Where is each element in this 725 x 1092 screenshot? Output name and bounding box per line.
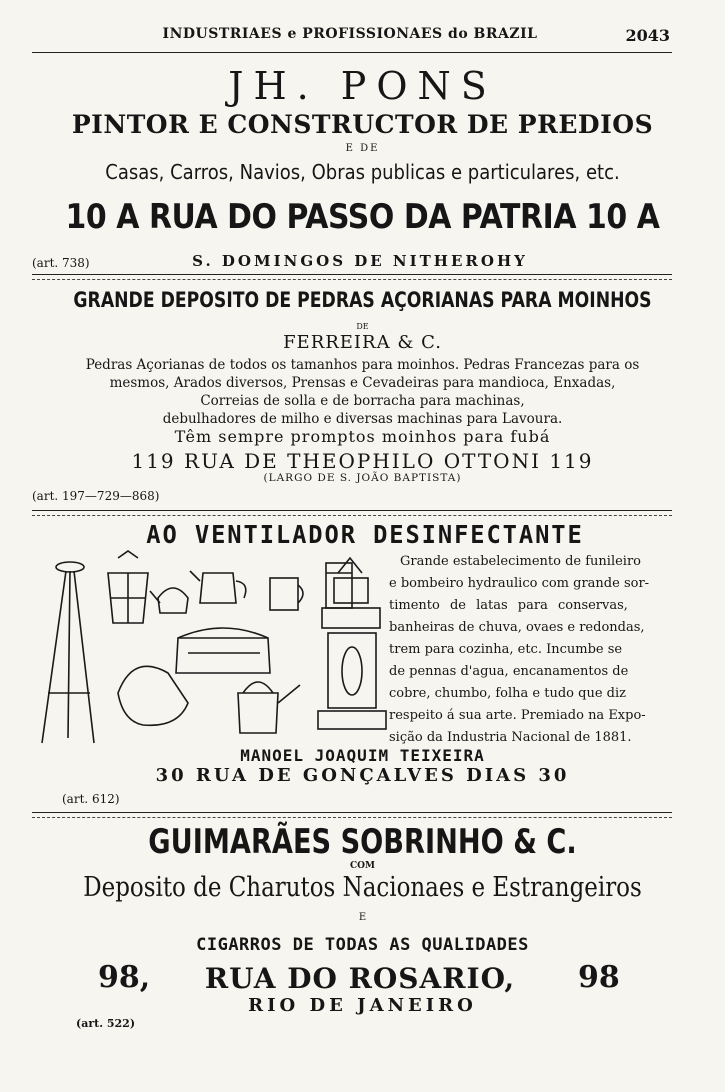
- ventilador-line: Grande estabelecimento de funileiro: [400, 554, 642, 569]
- ventilador-proprietor: MANOEL JOAQUIM TEIXEIRA: [240, 746, 485, 765]
- guimaraes-art-ref: (art. 522): [76, 1017, 136, 1030]
- ventilador-line: respeito á sua arte. Premiado na Expo-: [389, 708, 646, 723]
- pons-name: JH. PONS: [228, 64, 497, 108]
- guimaraes-cigars: CIGARROS DE TODAS AS QUALIDADES: [196, 935, 529, 955]
- section-divider: [32, 274, 672, 280]
- guimaraes-connector: COM: [350, 861, 375, 871]
- guimaraes-deposit: Deposito de Charutos Nacionaes e Estrangeiros: [83, 872, 642, 903]
- guimaraes-connector-2: E: [358, 912, 367, 923]
- guimaraes-firm: GUIMARÃES SOBRINHO & C.: [148, 822, 577, 862]
- jug-icon: [326, 563, 352, 608]
- ferreira-connector: DE: [356, 322, 369, 331]
- pons-services: Casas, Carros, Navios, Obras publicas e particulares, etc.: [105, 160, 620, 184]
- mug-icon: [270, 578, 303, 610]
- tinware-illustration: [38, 553, 378, 753]
- ventilador-line: banheiras de chuva, ovaes e redondas,: [389, 620, 645, 635]
- ferreira-line: debulhadores de milho e diversas machinas para Lavoura.: [162, 411, 563, 427]
- ferreira-art-ref: (art. 197—729—868): [32, 489, 160, 503]
- pons-address: 10 A RUA DO PASSO DA PATRIA 10 A: [65, 197, 660, 237]
- ventilador-line: timento de latas para conservas,: [389, 598, 628, 613]
- ferreira-address: 119 RUA DE THEOPHILO OTTONI 119: [131, 449, 594, 473]
- pons-location: S. DOMINGOS DE NITHEROHY: [192, 252, 528, 270]
- ferreira-line: Pedras Açorianas de todos os tamanhos para moinhos. Pedras Francezas para os: [85, 357, 640, 373]
- lantern-icon: [108, 551, 148, 623]
- guimaraes-number-left: 98,: [98, 960, 151, 995]
- pons-connector: E DE: [345, 143, 380, 154]
- ventilador-line: e bombeiro hydraulico com grande sor-: [389, 576, 650, 591]
- ventilador-line: sição da Industria Nacional de 1881.: [389, 730, 632, 745]
- pons-profession: PINTOR E CONSTRUCTOR DE PREDIOS: [71, 110, 654, 139]
- ferreira-title: GRANDE DEPOSITO DE PEDRAS AÇORIANAS PARA MOINHOS: [73, 288, 652, 312]
- ventilador-line: de pennas d'agua, encanamentos de: [389, 664, 629, 679]
- bathtub-icon: [118, 666, 188, 725]
- guimaraes-number-right: 98: [578, 960, 620, 995]
- trunk-box-icon: [176, 628, 270, 673]
- page-header: [0, 26, 725, 50]
- header-rule: [32, 52, 672, 53]
- running-title: INDUSTRIAES e PROFISSIONAES do BRAZIL: [162, 26, 538, 42]
- page-number: 2043: [625, 26, 670, 45]
- ferreira-line: Têm sempre promptos moinhos para fubá: [174, 427, 551, 446]
- ferreira-line: Correias de solla e de borracha para machinas,: [200, 393, 525, 409]
- ferreira-sub-address: (LARGO DE S. JOÃO BAPTISTA): [263, 472, 462, 484]
- tripod-stand-icon: [42, 562, 94, 743]
- pons-art-ref: (art. 738): [32, 256, 90, 270]
- watering-can-icon: [238, 682, 300, 733]
- guimaraes-street: RUA DO ROSARIO,: [204, 962, 516, 995]
- ferreira-line: mesmos, Arados diversos, Prensas e Cevadeiras para mandioca, Enxadas,: [109, 375, 616, 391]
- section-divider: [32, 812, 672, 818]
- ventilador-address: 30 RUA DE GONÇALVES DIAS 30: [155, 765, 570, 786]
- section-divider: [32, 510, 672, 516]
- ferreira-firm: FERREIRA & C.: [283, 332, 442, 353]
- ventilador-line: trem para cozinha, etc. Incumbe se: [389, 642, 623, 657]
- ventilador-line: cobre, chumbo, folha e tudo que diz: [389, 686, 626, 701]
- kettle-icon: [150, 588, 188, 613]
- coffee-pot-icon: [190, 571, 246, 603]
- ventilador-art-ref: (art. 612): [62, 792, 120, 806]
- ventilador-title: AO VENTILADOR DESINFECTANTE: [146, 520, 584, 549]
- guimaraes-city: RIO DE JANEIRO: [248, 995, 477, 1016]
